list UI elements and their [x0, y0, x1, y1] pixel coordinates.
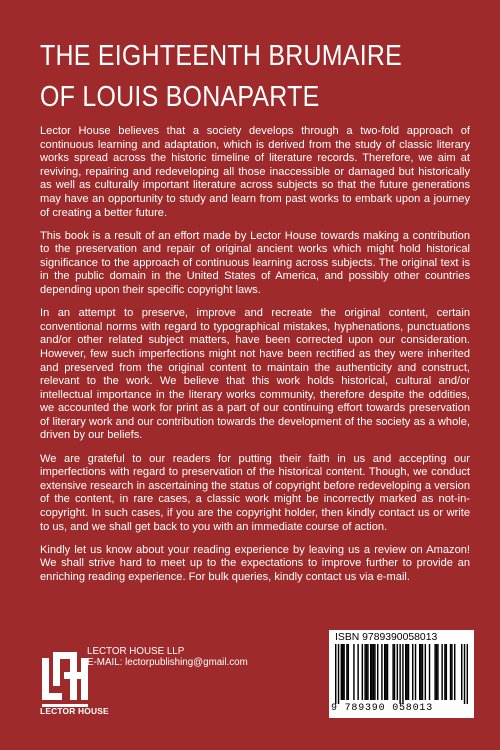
barcode-bar: [437, 644, 438, 700]
barcode-bar: [436, 644, 437, 700]
barcode-bar: [406, 644, 407, 700]
book-title-line-1: THE EIGHTEENTH BRUMAIRE: [40, 40, 403, 72]
barcode-bar: [429, 644, 430, 700]
paragraph: This book is a result of an effort made by Lector House towards making a contribution to the preservation and repair of original ancient works which might hold historical significance to the approach of continuous learning across subjects. The original text is in the public domain in the United States of America, and possibly other countries depending upon their specific copyright laws.: [40, 229, 470, 297]
paragraph: Kindly let us know about your reading experience by leaving us a review on Amazon! We shall strive hard to meet up to the expectations to improve further to provide an enriching reading experience. For bulk queries, kindly contact us via e-mail.: [40, 543, 470, 583]
barcode-digits: 9 789390 058013: [331, 703, 434, 714]
barcode-bar: [384, 644, 385, 700]
barcode-bar: [425, 644, 426, 700]
barcode-bar: [467, 644, 468, 704]
paragraph: Lector House believes that a society develops through a two-fold approach of continuous learning and adaptation, which is derived from the study of classic literary works spread across the historic timeline of literature records. Therefore, we aim at reviving, repairing and redeveloping all those inaccessible or damaged but historically as well as culturally important literature across subjects so that the future generations may have an opportunity to study and learn from past works to embark upon a journey of creating a better future.: [40, 125, 470, 219]
barcode-bar: [405, 644, 406, 700]
barcode-bar: [373, 644, 374, 700]
barcode-bar: [444, 644, 445, 700]
barcode-bar: [362, 644, 363, 700]
barcode-bar: [371, 644, 372, 700]
isbn-label: ISBN 9789390058013: [335, 632, 438, 643]
barcode-bar: [377, 644, 378, 700]
barcode-bar: [402, 644, 403, 704]
barcode-icon: [335, 644, 468, 704]
barcode-bar: [346, 644, 347, 700]
barcode-bar: [454, 644, 455, 700]
barcode-bar: [338, 644, 339, 704]
barcode-bar: [394, 644, 395, 700]
barcode-bar: [446, 644, 447, 700]
barcode-bar: [450, 644, 451, 700]
barcode-bar: [464, 644, 465, 704]
barcode-bar: [381, 644, 382, 700]
barcode-bar: [343, 644, 344, 700]
barcode-bar: [397, 644, 398, 700]
barcode-bar: [412, 644, 413, 700]
publisher-name: LECTOR HOUSE LLP: [87, 646, 185, 657]
barcode-bar: [422, 644, 423, 700]
book-title-line-2: OF LOUIS BONAPARTE: [40, 81, 320, 113]
logo-wordmark: LECTOR HOUSE: [40, 706, 109, 716]
publisher-block: [40, 640, 260, 724]
barcode-bar: [353, 644, 354, 700]
paragraph: We are grateful to our readers for putting their faith in us and accepting our imperfections with regard to preservation of the historical content. Though, we conduct extensive research in ascertaining the status of copyright before redeveloping a version of the content, in rare cases, a classic work might be incorrectly marked as not-in-copyright. In such cases, if you are the copyright holder, then kindly contact us or write to us, and we shall get back to you with an immediate course of action.: [40, 452, 470, 533]
barcode-bar: [399, 644, 400, 704]
barcode-bar: [408, 644, 409, 700]
barcode-bar: [415, 644, 416, 700]
barcode-bar: [441, 644, 442, 700]
barcode-bar: [451, 644, 452, 700]
barcode-bar: [420, 644, 421, 700]
barcode-bar: [367, 644, 368, 700]
barcode-bar: [370, 644, 371, 700]
barcode-bar: [392, 644, 393, 700]
publisher-email: E-MAIL: lectorpublishing@gmail.com: [87, 657, 248, 668]
barcode-bar: [342, 644, 343, 700]
barcode-bar: [364, 644, 365, 700]
isbn-barcode: [329, 630, 474, 718]
barcode-bar: [366, 644, 367, 700]
barcode-bar: [348, 644, 349, 700]
barcode-bar: [434, 644, 435, 700]
barcode-bar: [335, 644, 336, 704]
barcode-bar: [341, 644, 342, 700]
barcode-bar: [461, 644, 462, 700]
barcode-bar: [357, 644, 358, 700]
blurb-text: [40, 125, 470, 594]
book-title: [40, 36, 410, 118]
barcode-bar: [385, 644, 386, 700]
paragraph: In an attempt to preserve, improve and recreate the original content, certain conventional norms with regard to typographical mistakes, hyphenations, punctuations and/or other related subject matters, have been corrected upon our consideration. However, few such imperfections might not have been rectified as they were inherited and preserved from the original content to maintain the authenticity and construct, relevant to the work. We believe that this work holds historical, cultural and/or intellectual importance in the literary works community, therefore despite the oddities, we accounted the work for print as a part of our continuing effort towards preservation of literary work and our contribution towards the development of the society as a whole, driven by our beliefs.: [40, 307, 470, 442]
barcode-bar: [374, 644, 375, 700]
barcode-bar: [419, 644, 420, 700]
barcode-bar: [387, 644, 388, 700]
